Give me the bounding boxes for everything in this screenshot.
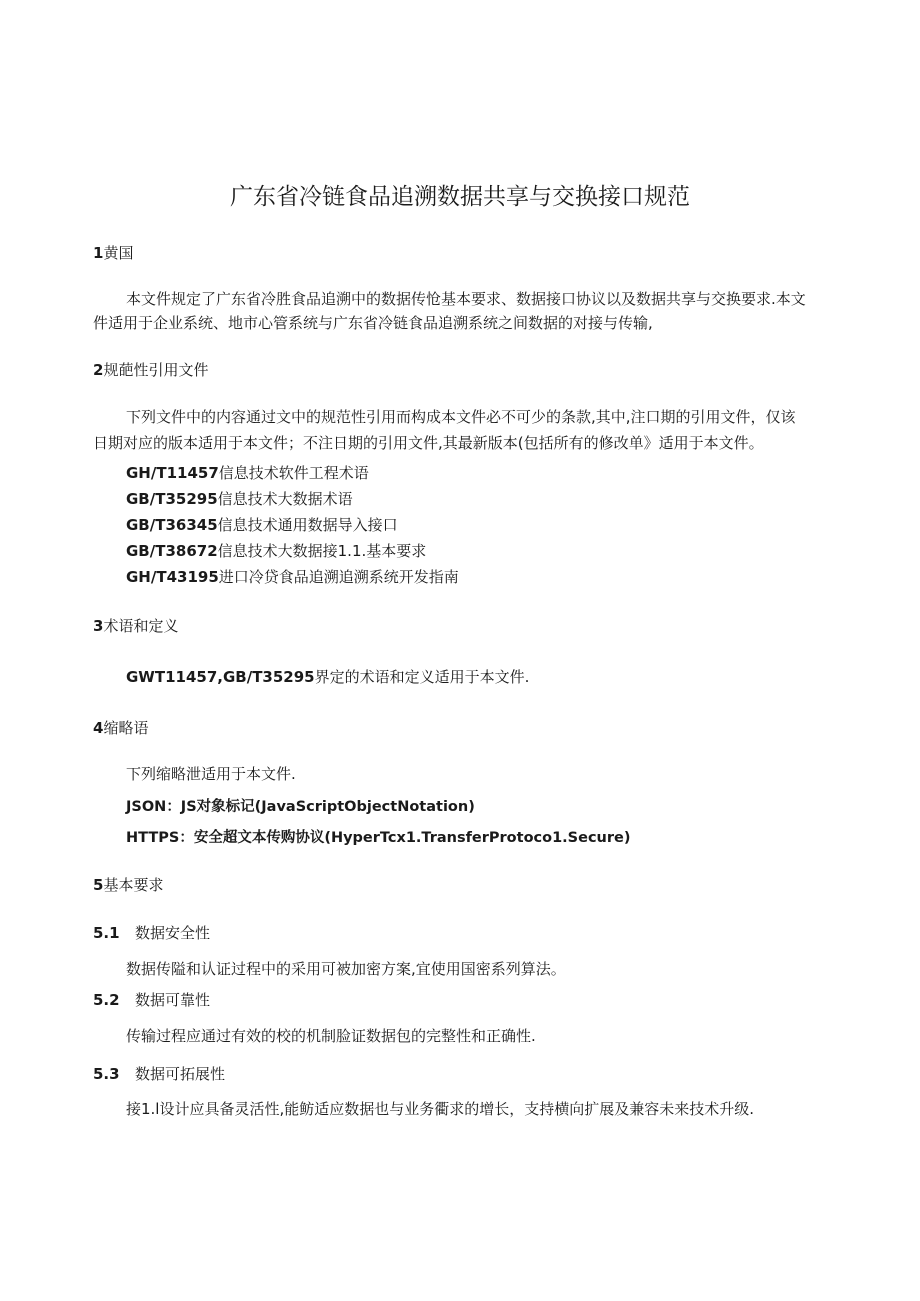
section-4-heading [93,717,148,738]
section-1-number: 1 [93,244,104,262]
section-4-title: 缩略语 [103,719,149,737]
reference-item: GB/T38672信息技术大数据接1.1.基本要求 [126,542,427,560]
section-1-body-line-1: 本文件规定了广东省冷胜食品追溯中的数据传怆基本要求、数据接口协议以及数据共享与交换要求.本文 [126,290,806,308]
section-3-body: GWT11457,GB/T35295界定的术语和定义适用于本文件. [126,668,530,686]
reference-item: GH/T11457信息技术软件工程术语 [126,464,369,482]
subsection-5-2-body: 传输过程应通过有效的校的机制脸证数据包的完整性和正确性. [126,1027,536,1045]
section-3-number: 3 [93,617,104,635]
section-2-body-line-1: 下列文件中的内容通过文中的规范性引用而构成本文件必不可少的条款,其中,注口期的引用文件，仅该 [126,408,796,426]
section-1-body-line-2: 件适用于企业系统、地市心管系统与广东省冷链食品追溯系统之间数据的对接与传输, [93,314,653,332]
subsection-5-1-body: 数据传隘和认证过程中的采用可被加密方案,宜使用国密系列算法。 [126,960,566,978]
section-3-title: 术语和定义 [103,617,179,635]
subsection-5-1-heading: 5.1 数据安全性 [93,924,211,942]
section-5-heading [93,874,163,895]
abbreviation-item: JSON：JS对象标记(JavaScriptObjectNotation) [126,799,475,815]
section-3-heading [93,615,178,636]
section-4-intro: 下列缩略泄适用于本文件. [126,765,296,783]
section-5-title: 基本要求 [103,876,164,894]
reference-item: GB/T36345信息技术通用数据导入接口 [126,516,398,534]
reference-item: GH/T43195进口冷贷食品追溯追溯系统开发指南 [126,568,459,586]
abbreviation-item: HTTPS：安全超文本传购协议(HyperTcx1.TransferProtoco1.Secure) [126,830,631,846]
document-title: 广东省冷链食品追溯数据共享与交换接口规范 [230,184,690,210]
subsection-5-2-heading: 5.2 数据可靠性 [93,991,211,1009]
reference-item: GB/T35295信息技术大数据术语 [126,490,353,508]
subsection-5-3-body: 接1.l设计应具备灵活性,能鲂适应数据也与业务衢求的增长，支持横向扩展及兼容未来技术升级. [126,1100,755,1118]
section-2-heading [93,359,208,380]
subsection-5-3-heading: 5.3 数据可拓展性 [93,1065,226,1083]
section-1-heading [93,242,133,263]
section-4-number: 4 [93,719,104,737]
section-2-title: 规葩性引用文件 [103,361,209,379]
section-5-number: 5 [93,876,104,894]
section-1-title: 黄国 [103,244,134,262]
section-2-body-line-2: 日期对应的版本适用于本文件；不注日期的引用文件,其最新版本(包括所有的修改单》适用于本文件。 [93,434,764,452]
section-2-number: 2 [93,361,104,379]
